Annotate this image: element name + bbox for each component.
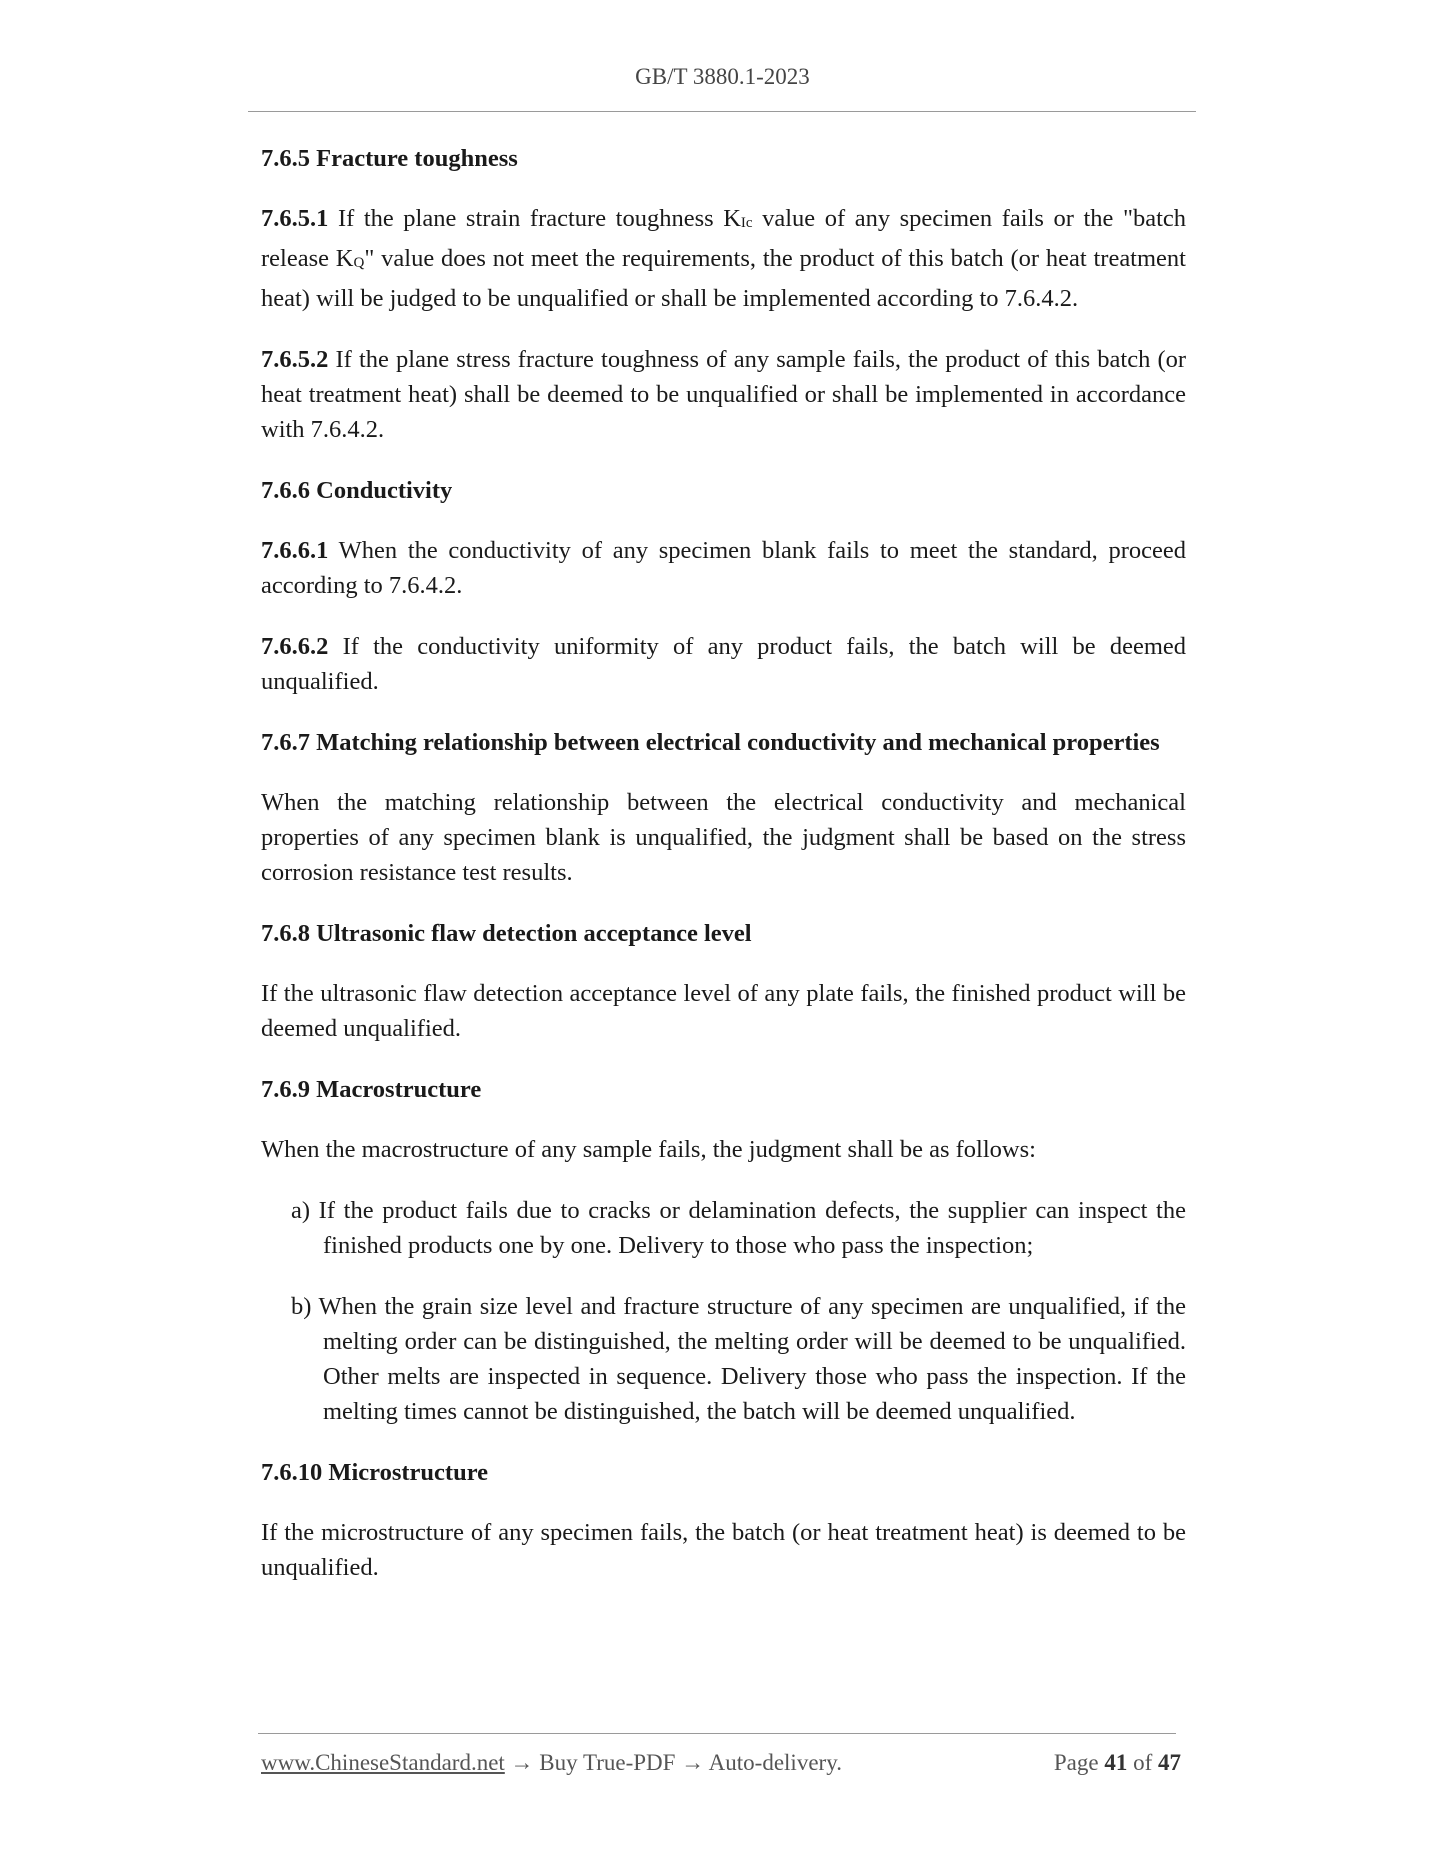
of-label: of [1133, 1750, 1153, 1775]
document-body [261, 141, 1186, 1611]
paragraph-7-6-5-2 [261, 342, 1186, 447]
heading-7-6-7: 7.6.7 Matching relationship between electrical conductivity and mechanical properties [261, 729, 1160, 756]
clause-number: 7.6.6.2 [261, 633, 329, 660]
paragraph-7-6-5-1 [261, 201, 1186, 316]
heading-7-6-8: 7.6.8 Ultrasonic flaw detection acceptance level [261, 920, 752, 947]
heading-7-6-10: 7.6.10 Microstructure [261, 1459, 489, 1486]
paragraph-7-6-6-2 [261, 629, 1186, 699]
paragraph-text: If the plane stress fracture toughness of any sample fails, the product of this batch (or heat treatment heat) shall be deemed to be unqualified or shall be implemented in accordance with 7.6.4.2. [261, 346, 1187, 443]
paragraph-text: If the conductivity uniformity of any product fails, the batch will be deemed unqualified. [261, 633, 1186, 695]
paragraph-7-6-10: If the microstructure of any specimen fails, the batch (or heat treatment heat) is deemed to be unqualified. [261, 1519, 1186, 1581]
arrow-icon: → [681, 1750, 705, 1775]
page-number [1054, 1750, 1181, 1776]
paragraph-text: When the conductivity of any specimen blank fails to meet the standard, proceed according to 7.6.4.2. [261, 537, 1186, 599]
buy-text: Buy True-PDF [539, 1750, 676, 1775]
subscript-q: Q [353, 255, 365, 271]
paragraph-7-6-7: When the matching relationship between the electrical conductivity and mechanical properties of any specimen blank is unqualified, the judgment shall be based on the stress corrosion resistance test results. [261, 789, 1186, 886]
paragraph-text: value of any specimen fails or the "batch release K [261, 205, 1186, 272]
paragraph-7-6-8: If the ultrasonic flaw detection acceptance level of any plate fails, the finished product will be deemed unqualified. [261, 980, 1186, 1042]
footer-promo [261, 1750, 842, 1776]
website-link[interactable]: www.ChineseStandard.net [261, 1750, 505, 1775]
paragraph-text: " value does not meet the requirements, the product of this batch (or heat treatment heat) will be judged to be unqualified or shall be implemented according to 7.6.4.2. [261, 245, 1186, 312]
footer-divider [258, 1733, 1176, 1734]
list-item-a: a) If the product fails due to cracks or delamination defects, the supplier can inspect the finished products one by one. Delivery to those who pass the inspection; [291, 1197, 1186, 1259]
list-item-b: b) When the grain size level and fracture structure of any specimen are unqualified, if the melting order can be distinguished, the melting order will be deemed to be unqualified. Other melts are inspected in sequence. Delivery those who pass the inspection. If the melting times cannot be distinguished, the batch will be deemed unqualified. [291, 1293, 1186, 1425]
page-label: Page [1053, 1750, 1099, 1775]
heading-7-6-9: 7.6.9 Macrostructure [261, 1076, 482, 1103]
total-pages: 47 [1158, 1750, 1181, 1775]
delivery-text: Auto-delivery. [708, 1750, 842, 1775]
clause-number: 7.6.6.1 [261, 537, 329, 564]
document-id-header: GB/T 3880.1-2023 [635, 64, 810, 89]
heading-7-6-6: 7.6.6 Conductivity [261, 477, 453, 504]
subscript-ic: Ic [740, 215, 753, 231]
paragraph-text: If the plane strain fracture toughness K [337, 205, 741, 232]
header-divider [248, 111, 1196, 112]
current-page: 41 [1104, 1750, 1128, 1775]
clause-number: 7.6.5.1 [261, 205, 329, 232]
heading-7-6-5: 7.6.5 Fracture toughness [261, 145, 518, 172]
clause-number: 7.6.5.2 [261, 346, 329, 373]
paragraph-7-6-6-1 [261, 533, 1186, 603]
paragraph-7-6-9: When the macrostructure of any sample fails, the judgment shall be as follows: [261, 1136, 1036, 1163]
arrow-icon: → [510, 1750, 534, 1775]
